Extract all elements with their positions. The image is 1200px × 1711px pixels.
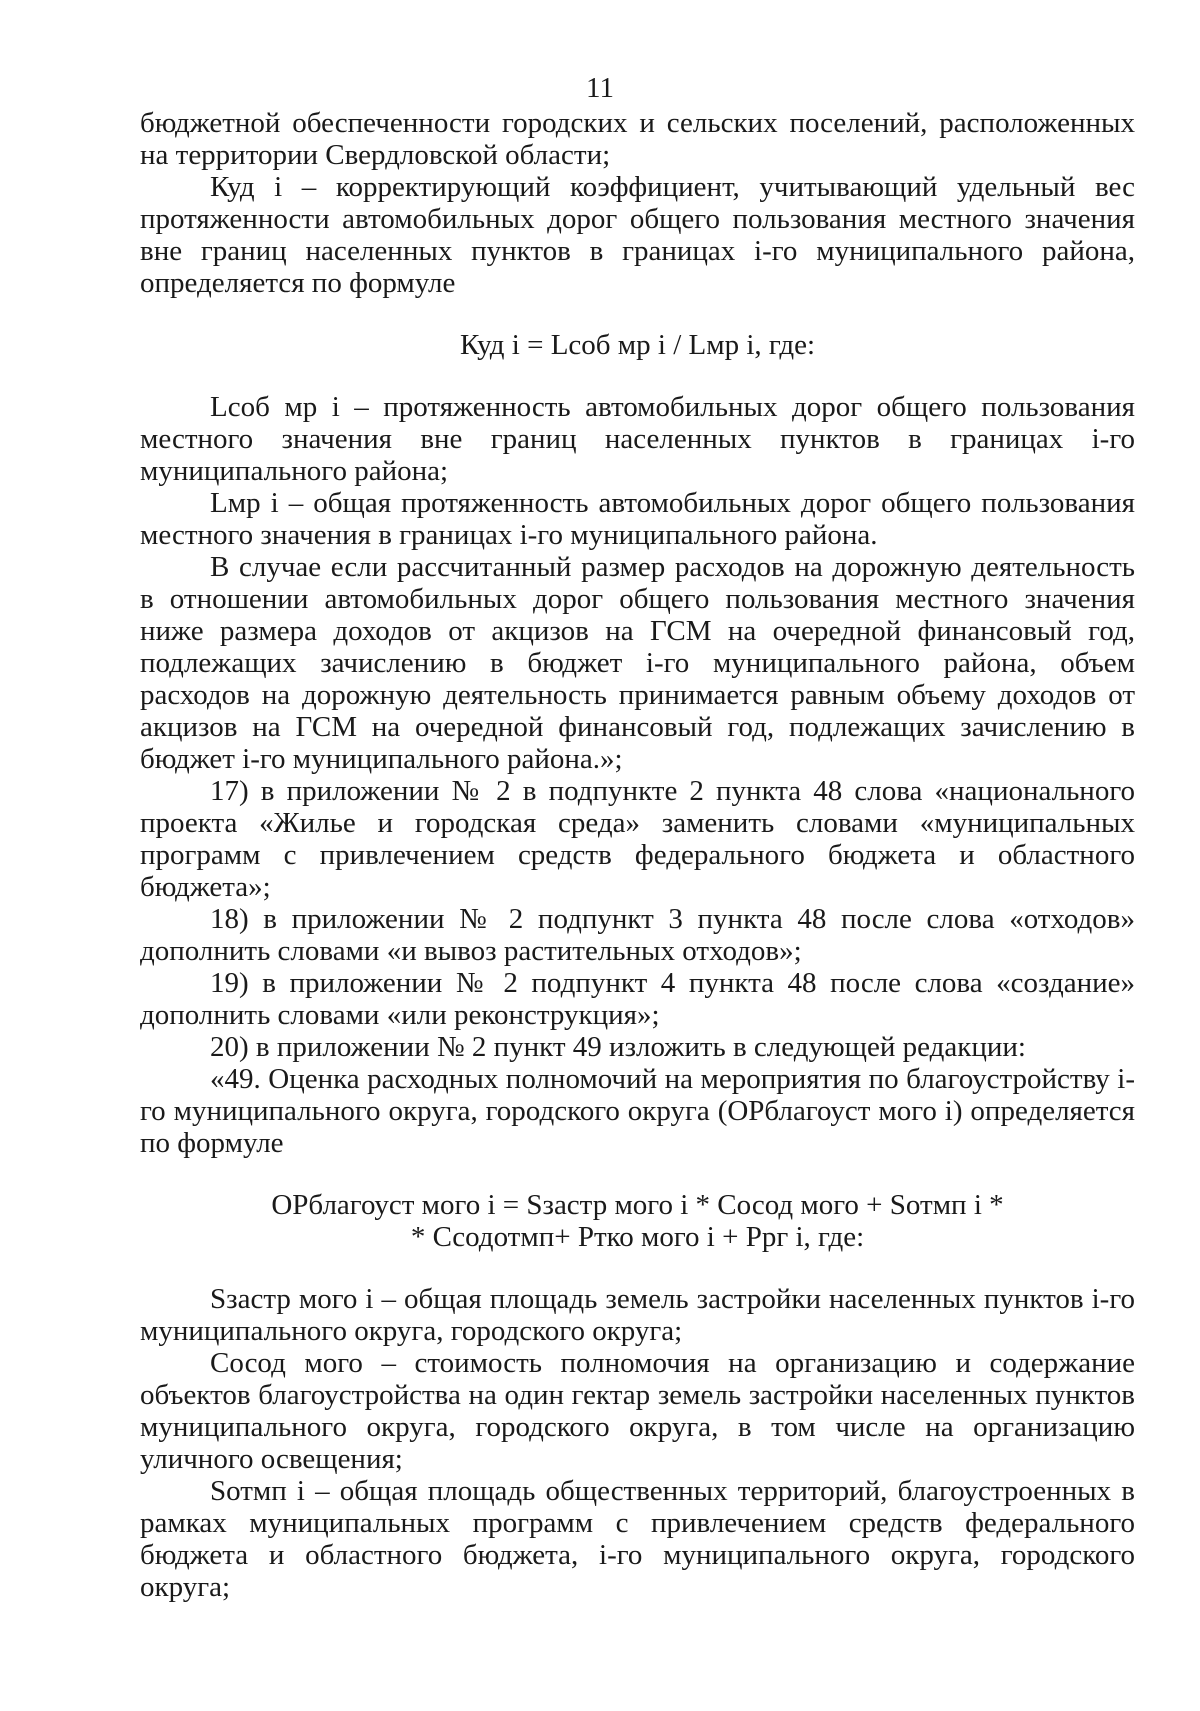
paragraph: Lсоб мр i – протяженность автомобильных дорог общего пользования местного значения вне границ населенных пунктов в границах i-го муниципального района; (140, 391, 1135, 487)
formula-line: ОРблагоуст мого i = Sзастр мого i * Сосод мого + Sотмп i * (271, 1189, 1004, 1221)
paragraph: В случае если рассчитанный размер расходов на дорожную деятельность в отношении автомобильных дорог общего пользования местного значения ниже размера доходов от акцизов на ГСМ на очередной финансовый год, подлежащих зачислению в бюджет i-го муниципального района, объем расходов на дорожную деятельность принимается равным объему доходов от акцизов на ГСМ на очередной финансовый год, подлежащих зачислению в бюджет i-го муниципального района.»; (140, 551, 1135, 775)
paragraph: Sотмп i – общая площадь общественных территорий, благоустроенных в рамках муниципальных программ с привлечением средств федерального бюджета и областного бюджета, i-го муниципального округа, городского округа; (140, 1475, 1135, 1603)
document-body (140, 107, 1135, 1603)
paragraph: Куд i – корректирующий коэффициент, учитывающий удельный вес протяженности автомобильных дорог общего пользования местного значения вне границ населенных пунктов в границах i-го муниципального района, определяется по формуле (140, 171, 1135, 299)
paragraph: Sзастр мого i – общая площадь земель застройки населенных пунктов i-го муниципального округа, городского округа; (140, 1283, 1135, 1347)
paragraph: 18) в приложении № 2 подпункт 3 пункта 48 после слова «отходов» дополнить словами «и вывоз растительных отходов»; (140, 903, 1135, 967)
page-number: 11 (586, 72, 614, 104)
paragraph: 19) в приложении № 2 подпункт 4 пункта 48 после слова «создание» дополнить словами «или реконструкция»; (140, 967, 1135, 1031)
paragraph: 20) в приложении № 2 пункт 49 изложить в следующей редакции: (210, 1031, 1026, 1063)
paragraph: бюджетной обеспеченности городских и сельских поселений, расположенных на территории Свердловской области; (140, 107, 1135, 171)
paragraph: 17) в приложении № 2 в подпункте 2 пункта 48 слова «национального проекта «Жилье и городская среда» заменить словами «муниципальных программ с привлечением средств федерального бюджета и областного бюджета»; (140, 775, 1135, 903)
paragraph: Сосод мого – стоимость полномочия на организацию и содержание объектов благоустройства на один гектар земель застройки населенных пунктов муниципального округа, городского округа, в том числе на организацию уличного освещения; (140, 1347, 1135, 1475)
formula: Куд i = Lсоб мр i / Lмр i, где: (459, 329, 816, 361)
paragraph: «49. Оценка расходных полномочий на мероприятия по благоустройству i-го муниципального округа, городского округа (ОРблагоуст мого i) определяется по формуле (140, 1063, 1135, 1159)
paragraph: Lмр i – общая протяженность автомобильных дорог общего пользования местного значения в границах i-го муниципального района. (140, 487, 1135, 551)
formula-block (140, 1189, 1135, 1253)
formula-line: * Ссодотмп+ Ртко мого i + Ррг i, где: (410, 1221, 865, 1253)
